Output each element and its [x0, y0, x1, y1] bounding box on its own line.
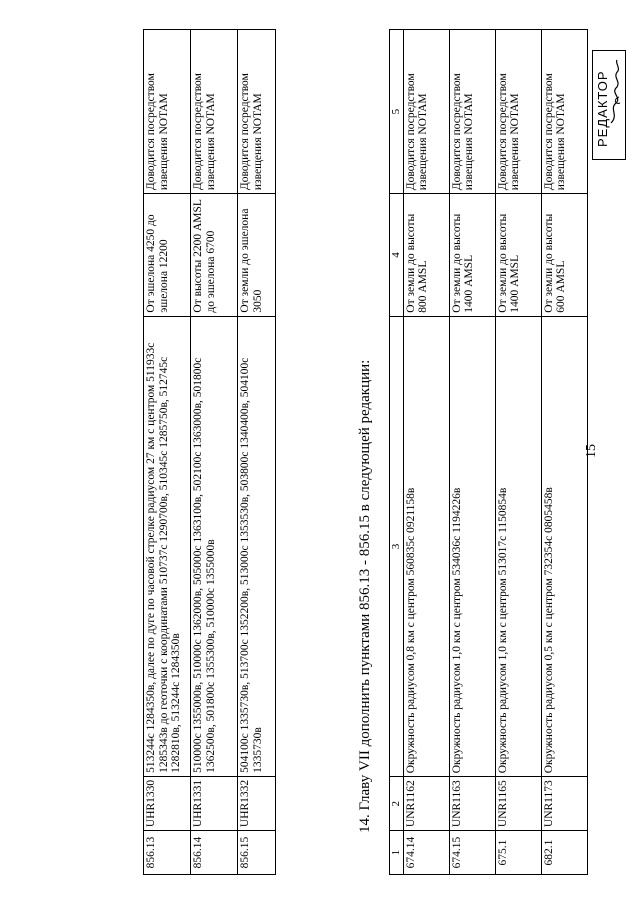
- header-cell: 4: [390, 194, 404, 317]
- note-cell: Доводится посредством извещения NOTAM: [541, 30, 587, 194]
- header-cell: 3: [390, 316, 404, 777]
- stamp-label: РЕДАКТОР: [595, 70, 610, 147]
- altitude-cell: От земли до высоты 1400 AMSL: [495, 194, 541, 317]
- note-cell: Доводится посредством извещения NOTAM: [495, 30, 541, 194]
- note-cell: Доводится посредством извещения NOTAM: [191, 30, 238, 194]
- note-cell: Доводится посредством извещения NOTAM: [449, 30, 495, 194]
- page-number: 15: [584, 444, 599, 458]
- row-number-cell: 856.14: [191, 831, 238, 875]
- row-number-cell: 675.1: [495, 831, 541, 875]
- boundary-cell: 504100с 1335730в, 513700с 1352200в, 513000с 1353530в, 503800с 1340400в, 504100с 1335730в: [238, 316, 276, 776]
- boundary-cell: 513244с 1284350в, далее по дуге по часовой стрелке радиусом 27 км с центром 511933с 1285343в до геоточки с координатами 510737с 1290700в, 510345с 1285750в, 512745с 1282810в, 513244с 1284350в: [144, 316, 191, 776]
- row-number-cell: 856.13: [144, 831, 191, 875]
- header-cell: 1: [390, 831, 404, 875]
- altitude-cell: От земли до высоты 1400 AMSL: [449, 194, 495, 317]
- table-row: [238, 30, 276, 875]
- signature-icon: [607, 57, 623, 127]
- section-heading: 14. Главу VII дополнить пунктами 856.13 - 856.15 в следующей редакции:: [357, 359, 373, 833]
- row-number-cell: 682.1: [541, 831, 587, 875]
- header-cell: 5: [390, 30, 404, 194]
- note-cell: Доводится посредством извещения NOTAM: [238, 30, 276, 194]
- row-number-cell: 674.14: [403, 831, 449, 875]
- boundary-cell: Окружность радиусом 1,0 км с центром 513017с 1150854в: [495, 316, 541, 777]
- boundary-cell: Окружность радиусом 0,8 км с центром 560835с 0921158в: [403, 316, 449, 777]
- table-row: [191, 30, 238, 875]
- airspace-table-bottom: [143, 29, 276, 875]
- table-row: [144, 30, 191, 875]
- editor-stamp: [592, 50, 626, 160]
- table-row: [541, 30, 587, 875]
- altitude-cell: От эшелона 4250 до эшелона 12200: [144, 194, 191, 317]
- table-row: [495, 30, 541, 875]
- header-cell: 2: [390, 777, 404, 831]
- boundary-cell: 510000с 1355000в, 510000с 1362000в, 505000с 1363100в, 502100с 1363000в, 501800с 1362500в, 501800с 1355300в, 510000с 1355000в: [191, 316, 238, 776]
- note-cell: Доводится посредством извещения NOTAM: [144, 30, 191, 194]
- zone-code-cell: UHR1332: [238, 776, 276, 830]
- table-row: [403, 30, 449, 875]
- zone-code-cell: UNR1173: [541, 777, 587, 831]
- boundary-cell: Окружность радиусом 1,0 км с центром 534036с 1194226в: [449, 316, 495, 777]
- altitude-cell: От высоты 2200 AMSL до эшелона 6700: [191, 194, 238, 317]
- zone-code-cell: UNR1162: [403, 777, 449, 831]
- note-cell: Доводится посредством извещения NOTAM: [403, 30, 449, 194]
- airspace-table-top: [389, 29, 588, 875]
- altitude-cell: От земли до высоты 800 AMSL: [403, 194, 449, 317]
- zone-code-cell: UHR1331: [191, 776, 238, 830]
- altitude-cell: От земли до высоты 600 AMSL: [541, 194, 587, 317]
- table-row: [449, 30, 495, 875]
- zone-code-cell: UHR1330: [144, 776, 191, 830]
- row-number-cell: 674.15: [449, 831, 495, 875]
- table-header-row: [390, 30, 404, 875]
- boundary-cell: Окружность радиусом 0,5 км с центром 732354с 0805458в: [541, 316, 587, 777]
- altitude-cell: От земли до эшелона 3050: [238, 194, 276, 317]
- zone-code-cell: UNR1165: [495, 777, 541, 831]
- zone-code-cell: UNR1163: [449, 777, 495, 831]
- row-number-cell: 856.15: [238, 831, 276, 875]
